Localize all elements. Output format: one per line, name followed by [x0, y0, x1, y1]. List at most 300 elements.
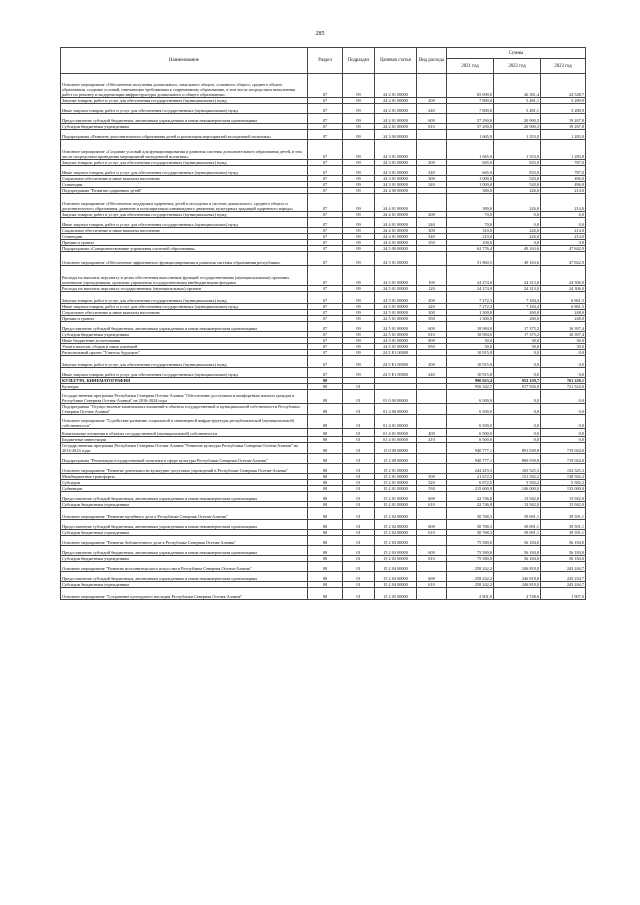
row-2022: 5 481,1: [494, 104, 541, 114]
row-2022: 39 691,1: [494, 520, 541, 530]
row-2021: 310,0: [447, 228, 494, 234]
row-subsection: 01: [343, 454, 375, 464]
row-2023: 56 184,0: [541, 536, 586, 546]
row-section: 07: [308, 304, 343, 310]
row-2021: 50 768,3: [447, 530, 494, 536]
table-row: [61, 492, 586, 502]
row-section: 08: [308, 502, 343, 508]
row-2021: 1 300,0: [447, 316, 494, 322]
row-section: 08: [308, 520, 343, 530]
row-target: 24 4 01 00000: [375, 218, 417, 228]
row-name: Основное мероприятие "Развитие деятельности культурно-досуговых учреждений в Республике Северная Осетия-Алания": [61, 464, 308, 474]
row-exptype: [417, 415, 447, 429]
row-2022: 20 900,3: [494, 124, 541, 130]
table-row: [61, 74, 586, 98]
row-2022: 56 184,0: [494, 536, 541, 546]
row-2023: 56 184,0: [541, 546, 586, 556]
row-name: Капитальные вложения в объекты государственной (муниципальной) собственности: [61, 429, 308, 437]
row-target: 15 2 05 00000: [375, 588, 417, 600]
row-subsection: 09: [343, 188, 375, 194]
row-2021: 10 915,8: [447, 350, 494, 356]
row-section: 08: [308, 443, 343, 454]
row-subsection: 09: [343, 344, 375, 350]
row-section: 07: [308, 316, 343, 322]
row-section: 08: [308, 572, 343, 582]
row-subsection: 01: [343, 415, 375, 429]
row-2021: 70,0: [447, 212, 494, 218]
row-exptype: 500: [417, 474, 447, 480]
row-target: 24 3 01 00000: [375, 140, 417, 160]
row-name: Закупка товаров, работ и услуг для обеспечения государственных (муниципальных) нужд: [61, 292, 308, 304]
row-exptype: 300: [417, 310, 447, 316]
row-target: 15 2 01 00000: [375, 480, 417, 486]
row-2021: 956 342,7: [447, 384, 494, 390]
row-2023: 39 591,1: [541, 508, 586, 520]
row-2021: 244 419,3: [447, 464, 494, 474]
row-exptype: 240: [417, 166, 447, 176]
row-subsection: 09: [343, 310, 375, 316]
row-2021: 2 801,0: [447, 588, 494, 600]
table-row: [61, 114, 586, 124]
row-exptype: 300: [417, 228, 447, 234]
row-2021: 30,0: [447, 338, 494, 344]
row-subsection: 01: [343, 437, 375, 443]
row-subsection: 01: [343, 404, 375, 415]
row-section: 07: [308, 332, 343, 338]
row-exptype: [417, 508, 447, 520]
row-name: Основное мероприятие «Создание условий для функционирования и развития системы дополнительного образования детей, в том числе посредством проведения мероприятий молодежной политики»: [61, 140, 308, 160]
row-section: 07: [308, 266, 343, 286]
row-2023: 0,0: [541, 437, 586, 443]
row-2021: 7 800,0: [447, 98, 494, 104]
row-name: Социальное обеспечение и иные выплаты населению: [61, 228, 308, 234]
row-name: Основное мероприятие "Развитие музейного дела в Республике Северная Осетия-Алания": [61, 508, 308, 520]
row-2021: 57 290,0: [447, 114, 494, 124]
row-2022: 0,0: [494, 240, 541, 246]
row-section: 08: [308, 437, 343, 443]
row-name: Закупка товаров, работ и услуг для обеспечения государственных (муниципальных) нужд: [61, 212, 308, 218]
row-name: Иные закупки товаров, работ и услуг для обеспечения государственных (муниципальных) нужд: [61, 104, 308, 114]
row-subsection: 09: [343, 234, 375, 240]
row-2021: 1 665,0: [447, 130, 494, 140]
row-2022: 869 039,8: [494, 454, 541, 464]
row-subsection: 01: [343, 502, 375, 508]
row-exptype: [417, 74, 447, 98]
row-name: Субсидии бюджетным учреждениям: [61, 530, 308, 536]
row-2023: 133 000,0: [541, 486, 586, 492]
row-target: 24 5 E1 00000: [375, 350, 417, 356]
row-target: 24 3 01 00000: [375, 176, 417, 182]
row-exptype: 850: [417, 344, 447, 350]
row-subsection: 09: [343, 252, 375, 266]
row-2023: 6 861,5: [541, 292, 586, 304]
row-exptype: 610: [417, 556, 447, 562]
row-section: 07: [308, 114, 343, 124]
row-exptype: 200: [417, 356, 447, 368]
row-section: 07: [308, 310, 343, 316]
row-target: 15 2 02 00000: [375, 520, 417, 530]
row-subsection: 09: [343, 304, 375, 310]
row-section: 08: [308, 474, 343, 480]
row-subsection: 01: [343, 508, 375, 520]
row-target: 24 5 01 00000: [375, 310, 417, 316]
row-2021: 215 600,0: [447, 486, 494, 492]
row-2023: 5 280,9: [541, 104, 586, 114]
row-exptype: [417, 443, 447, 454]
row-target: 15 2 01 00000: [375, 474, 417, 480]
row-2022: 24 313,0: [494, 266, 541, 286]
row-target: 15 2 04 00000: [375, 572, 417, 582]
row-2023: 16 397,4: [541, 332, 586, 338]
row-exptype: 120: [417, 286, 447, 292]
row-subsection: 01: [343, 492, 375, 502]
row-section: 07: [308, 98, 343, 104]
row-target: 15 2 00 00000: [375, 454, 417, 464]
row-target: 24 5 E1 00000: [375, 356, 417, 368]
row-target: 24 2 01 00000: [375, 98, 417, 104]
row-2021: 1 300,0: [447, 310, 494, 316]
row-subsection: 01: [343, 572, 375, 582]
row-section: 07: [308, 292, 343, 304]
row-2022: 1 353,0: [494, 130, 541, 140]
table-row: [61, 520, 586, 530]
row-name: Расходы на выплаты персоналу государственных (муниципальных) органов: [61, 286, 308, 292]
row-exptype: [417, 588, 447, 600]
row-exptype: 610: [417, 124, 447, 130]
row-2023: 39 591,1: [541, 520, 586, 530]
table-row: [61, 464, 586, 474]
row-name: Иные бюджетные ассигнования: [61, 338, 308, 344]
row-target: 24 4 01 00000: [375, 228, 417, 234]
row-name: Предоставление субсидий бюджетным, автономным учреждениям и иным некоммерческим организациям: [61, 492, 308, 502]
row-target: 24 5 E1 00000: [375, 368, 417, 378]
row-exptype: 340: [417, 234, 447, 240]
row-section: 07: [308, 240, 343, 246]
row-subsection: 09: [343, 322, 375, 332]
row-subsection: 01: [343, 480, 375, 486]
row-subsection: 09: [343, 368, 375, 378]
row-name: Культура: [61, 384, 308, 390]
row-subsection: 09: [343, 332, 375, 338]
row-2022: 891 039,8: [494, 443, 541, 454]
row-2023: 1 283,0: [541, 130, 586, 140]
row-subsection: 01: [343, 546, 375, 556]
row-section: 07: [308, 356, 343, 368]
row-subsection: 09: [343, 356, 375, 368]
row-name: Субсидии бюджетным учреждениям: [61, 582, 308, 588]
row-2022: 260,0: [494, 316, 541, 322]
row-subsection: 01: [343, 443, 375, 454]
row-subsection: 09: [343, 266, 375, 286]
col-header-subsection: Подраздел: [343, 48, 375, 74]
row-name: Межбюджетные трансферты: [61, 474, 308, 480]
row-name: Стипендии: [61, 182, 308, 188]
row-target: 15 2 02 00000: [375, 530, 417, 536]
row-2023: 496,0: [541, 176, 586, 182]
row-2022: 833,0: [494, 166, 541, 176]
row-2023: 243 244,7: [541, 572, 586, 582]
row-2023: 0,0: [541, 368, 586, 378]
row-2023: 0,0: [541, 212, 586, 218]
row-section: 08: [308, 588, 343, 600]
row-exptype: 340: [417, 182, 447, 188]
row-exptype: 240: [417, 104, 447, 114]
row-exptype: 600: [417, 114, 447, 124]
row-subsection: 09: [343, 218, 375, 228]
row-2021: 380,0: [447, 194, 494, 212]
row-exptype: 610: [417, 582, 447, 588]
row-name: Закупка товаров, работ и услуг для обеспечения государственных (муниципальных) нужд: [61, 356, 308, 368]
row-2021: 6 072,5: [447, 480, 494, 486]
row-section: 08: [308, 486, 343, 492]
row-target: 24 5 01 00000: [375, 292, 417, 304]
row-2022: 246 818,0: [494, 572, 541, 582]
row-target: 24 4 01 00000: [375, 234, 417, 240]
row-section: 08: [308, 454, 343, 464]
row-2023: 0,0: [541, 240, 586, 246]
table-row: [61, 443, 586, 454]
row-2023: 30,0: [541, 338, 586, 344]
row-2021: 75 580,0: [447, 556, 494, 562]
row-name: Премии и гранты: [61, 316, 308, 322]
row-name: Расходы на выплаты персоналу в целях обеспечения выполнения функций государственными (муниципальными) органами, казенными учреждениями, органами управления государственными внебюджетными фондами: [61, 266, 308, 286]
row-exptype: 610: [417, 332, 447, 338]
row-section: 07: [308, 344, 343, 350]
row-2022: 953 159,7: [494, 378, 541, 384]
row-2021: 258 242,2: [447, 582, 494, 588]
row-subsection: 09: [343, 228, 375, 234]
row-subsection: 09: [343, 240, 375, 246]
row-2022: 246 818,0: [494, 562, 541, 572]
row-2023: 19 267,8: [541, 124, 586, 130]
row-target: 01 4 00 00000: [375, 404, 417, 415]
row-name: Региональный проект "Учитель будущего": [61, 350, 308, 356]
row-exptype: 200: [417, 98, 447, 104]
row-section: 07: [308, 212, 343, 218]
row-exptype: [417, 562, 447, 572]
row-exptype: 350: [417, 240, 447, 246]
row-target: 24 2 01 00000: [375, 114, 417, 124]
row-2022: 0,0: [494, 212, 541, 218]
row-exptype: 200: [417, 292, 447, 304]
row-section: 08: [308, 492, 343, 502]
row-2023: 787,0: [541, 160, 586, 166]
budget-table: [60, 47, 586, 600]
row-exptype: 200: [417, 160, 447, 166]
table-row: [61, 266, 586, 286]
row-2021: 258 242,2: [447, 572, 494, 582]
row-name: Государственная программа Республики Северная Осетия-Алания "Развитие культуры Республики Северная Осетия-Алания" на 2014-2023 годы: [61, 443, 308, 454]
row-2023: 0,0: [541, 429, 586, 437]
row-2022: 49 163,6: [494, 252, 541, 266]
row-name: Субсидии бюджетным учреждениям: [61, 502, 308, 508]
row-exptype: [417, 464, 447, 474]
row-section: 07: [308, 104, 343, 114]
row-target: 24 3 00 00000: [375, 130, 417, 140]
row-section: 08: [308, 556, 343, 562]
col-header-2021: 2021 год: [447, 59, 494, 74]
row-2022: 0,0: [494, 437, 541, 443]
row-target: 15 2 03 00000: [375, 536, 417, 546]
row-2022: 0,0: [494, 390, 541, 404]
row-2023: 0,0: [541, 218, 586, 228]
row-name: Субсидии бюджетным учреждениям: [61, 332, 308, 338]
row-name: Премии и гранты: [61, 240, 308, 246]
table-row: [61, 356, 586, 368]
row-subsection: 01: [343, 530, 375, 536]
row-2022: 20 900,3: [494, 114, 541, 124]
row-target: 24 5 01 00000: [375, 338, 417, 344]
row-target: 24 4 01 00000: [375, 212, 417, 218]
table-row: [61, 292, 586, 304]
row-2023: 1 907,0: [541, 588, 586, 600]
row-2023: 243 244,7: [541, 562, 586, 572]
row-target: 24 4 00 00000: [375, 188, 417, 194]
row-2021: 990 023,4: [447, 378, 494, 384]
row-exptype: 600: [417, 322, 447, 332]
row-subsection: 09: [343, 74, 375, 98]
row-2023: 0,0: [541, 415, 586, 429]
row-exptype: 100: [417, 266, 447, 286]
row-2021: 62 776,4: [447, 246, 494, 252]
row-2022: 246 818,0: [494, 582, 541, 588]
row-2022: 56 184,0: [494, 556, 541, 562]
table-row: [61, 536, 586, 546]
row-2022: 226,0: [494, 234, 541, 240]
row-2021: 10 915,8: [447, 368, 494, 378]
row-subsection: 09: [343, 160, 375, 166]
row-2022: 260,0: [494, 310, 541, 316]
row-2022: 17 375,2: [494, 332, 541, 338]
row-exptype: [417, 404, 447, 415]
table-row: [61, 546, 586, 556]
row-name: КУЛЬТУРА, КИНЕМАТОГРАФИЯ: [61, 378, 308, 384]
table-row: [61, 508, 586, 520]
row-2021: 6 500,0: [447, 390, 494, 404]
page-number: 285: [315, 31, 325, 37]
col-header-exptype: Вид расхода: [417, 48, 447, 74]
row-name: Субсидии бюджетным учреждениям: [61, 124, 308, 130]
row-section: 08: [308, 464, 343, 474]
table-row: [61, 404, 586, 415]
row-2022: 5 481,1: [494, 98, 541, 104]
row-target: 24 2 01 00000: [375, 74, 417, 98]
row-subsection: 09: [343, 182, 375, 188]
row-2023: 214,0: [541, 234, 586, 240]
row-name: Закупка товаров, работ и услуг для обеспечения государственных (муниципальных) нужд: [61, 160, 308, 166]
row-target: 24 3 01 00000: [375, 160, 417, 166]
row-2021: 665,0: [447, 160, 494, 166]
row-target: 24 2 01 00000: [375, 124, 417, 130]
row-2022: 226,0: [494, 228, 541, 234]
row-2023: 0,0: [541, 404, 586, 415]
row-2022: 1 353,0: [494, 140, 541, 160]
row-2021: 18 984,0: [447, 322, 494, 332]
row-2022: 39 691,1: [494, 508, 541, 520]
col-header-target: Целевая статья: [375, 48, 417, 74]
row-exptype: 240: [417, 368, 447, 378]
row-2022: 56 184,0: [494, 546, 541, 556]
row-target: 01 4 01 00000: [375, 429, 417, 437]
row-2023: 0,0: [541, 390, 586, 404]
row-exptype: 800: [417, 338, 447, 344]
row-2021: 22 746,8: [447, 502, 494, 508]
row-2021: 30,0: [447, 344, 494, 350]
table-row: [61, 322, 586, 332]
row-2022: 0,0: [494, 429, 541, 437]
row-name: Основное мероприятие "Развитие библиотечного дела в Республике Северная Осетия-Алания": [61, 536, 308, 546]
row-2023: 496,0: [541, 182, 586, 188]
row-2021: 24 274,0: [447, 286, 494, 292]
row-target: 15 2 04 00000: [375, 562, 417, 572]
row-target: 24 3 01 00000: [375, 166, 417, 176]
row-2021: 6 500,0: [447, 437, 494, 443]
row-2022: 30,0: [494, 338, 541, 344]
row-exptype: 350: [417, 316, 447, 322]
row-2021: 7 800,0: [447, 104, 494, 114]
row-target: 24 5 01 00000: [375, 332, 417, 338]
row-2021: 7 272,3: [447, 292, 494, 304]
row-subsection: 09: [343, 124, 375, 130]
row-2021: 100,0: [447, 240, 494, 246]
row-section: 07: [308, 218, 343, 228]
row-exptype: [417, 252, 447, 266]
row-section: 08: [308, 378, 343, 384]
row-section: 07: [308, 338, 343, 344]
row-2023: 214,0: [541, 194, 586, 212]
row-name: Подпрограмма "Развитие одаренных детей": [61, 188, 308, 194]
col-header-section: Раздел: [308, 48, 343, 74]
row-exptype: 400: [417, 429, 447, 437]
row-2022: 226,0: [494, 188, 541, 194]
row-name: Подпрограмма «Развитие дополнительного образования детей и реализация мероприятий молодежной политики»: [61, 130, 308, 140]
row-subsection: 01: [343, 464, 375, 474]
row-section: 08: [308, 536, 343, 546]
table-row: [61, 252, 586, 266]
row-subsection: 01: [343, 474, 375, 480]
row-name: Иные закупки товаров, работ и услуг для обеспечения государственных (муниципальных) нужд: [61, 166, 308, 176]
table-row: [61, 390, 586, 404]
row-section: 07: [308, 350, 343, 356]
row-section: 08: [308, 390, 343, 404]
row-2022: 17 375,2: [494, 322, 541, 332]
row-section: 07: [308, 74, 343, 98]
row-exptype: 530: [417, 486, 447, 492]
row-section: 07: [308, 194, 343, 212]
row-exptype: 410: [417, 437, 447, 443]
row-exptype: [417, 536, 447, 546]
table-row: [61, 166, 586, 176]
row-2023: 214,0: [541, 188, 586, 194]
row-2023: 24 548,7: [541, 74, 586, 98]
row-subsection: 09: [343, 292, 375, 304]
row-name: Стипендии: [61, 234, 308, 240]
row-exptype: [417, 194, 447, 212]
row-section: 08: [308, 530, 343, 536]
row-name: Иные закупки товаров, работ и услуг для обеспечения государственных (муниципальных) нужд: [61, 304, 308, 310]
row-exptype: 240: [417, 218, 447, 228]
row-2022: 0,0: [494, 218, 541, 228]
table-row: [61, 218, 586, 228]
table-row: [61, 368, 586, 378]
row-2021: 1 000,0: [447, 182, 494, 188]
row-target: 01 4 01 00000: [375, 415, 417, 429]
row-2023: 39 591,1: [541, 530, 586, 536]
row-section: 07: [308, 160, 343, 166]
table-row: [61, 588, 586, 600]
row-target: 24 4 01 00000: [375, 240, 417, 246]
col-header-sums: Суммы: [447, 48, 586, 59]
